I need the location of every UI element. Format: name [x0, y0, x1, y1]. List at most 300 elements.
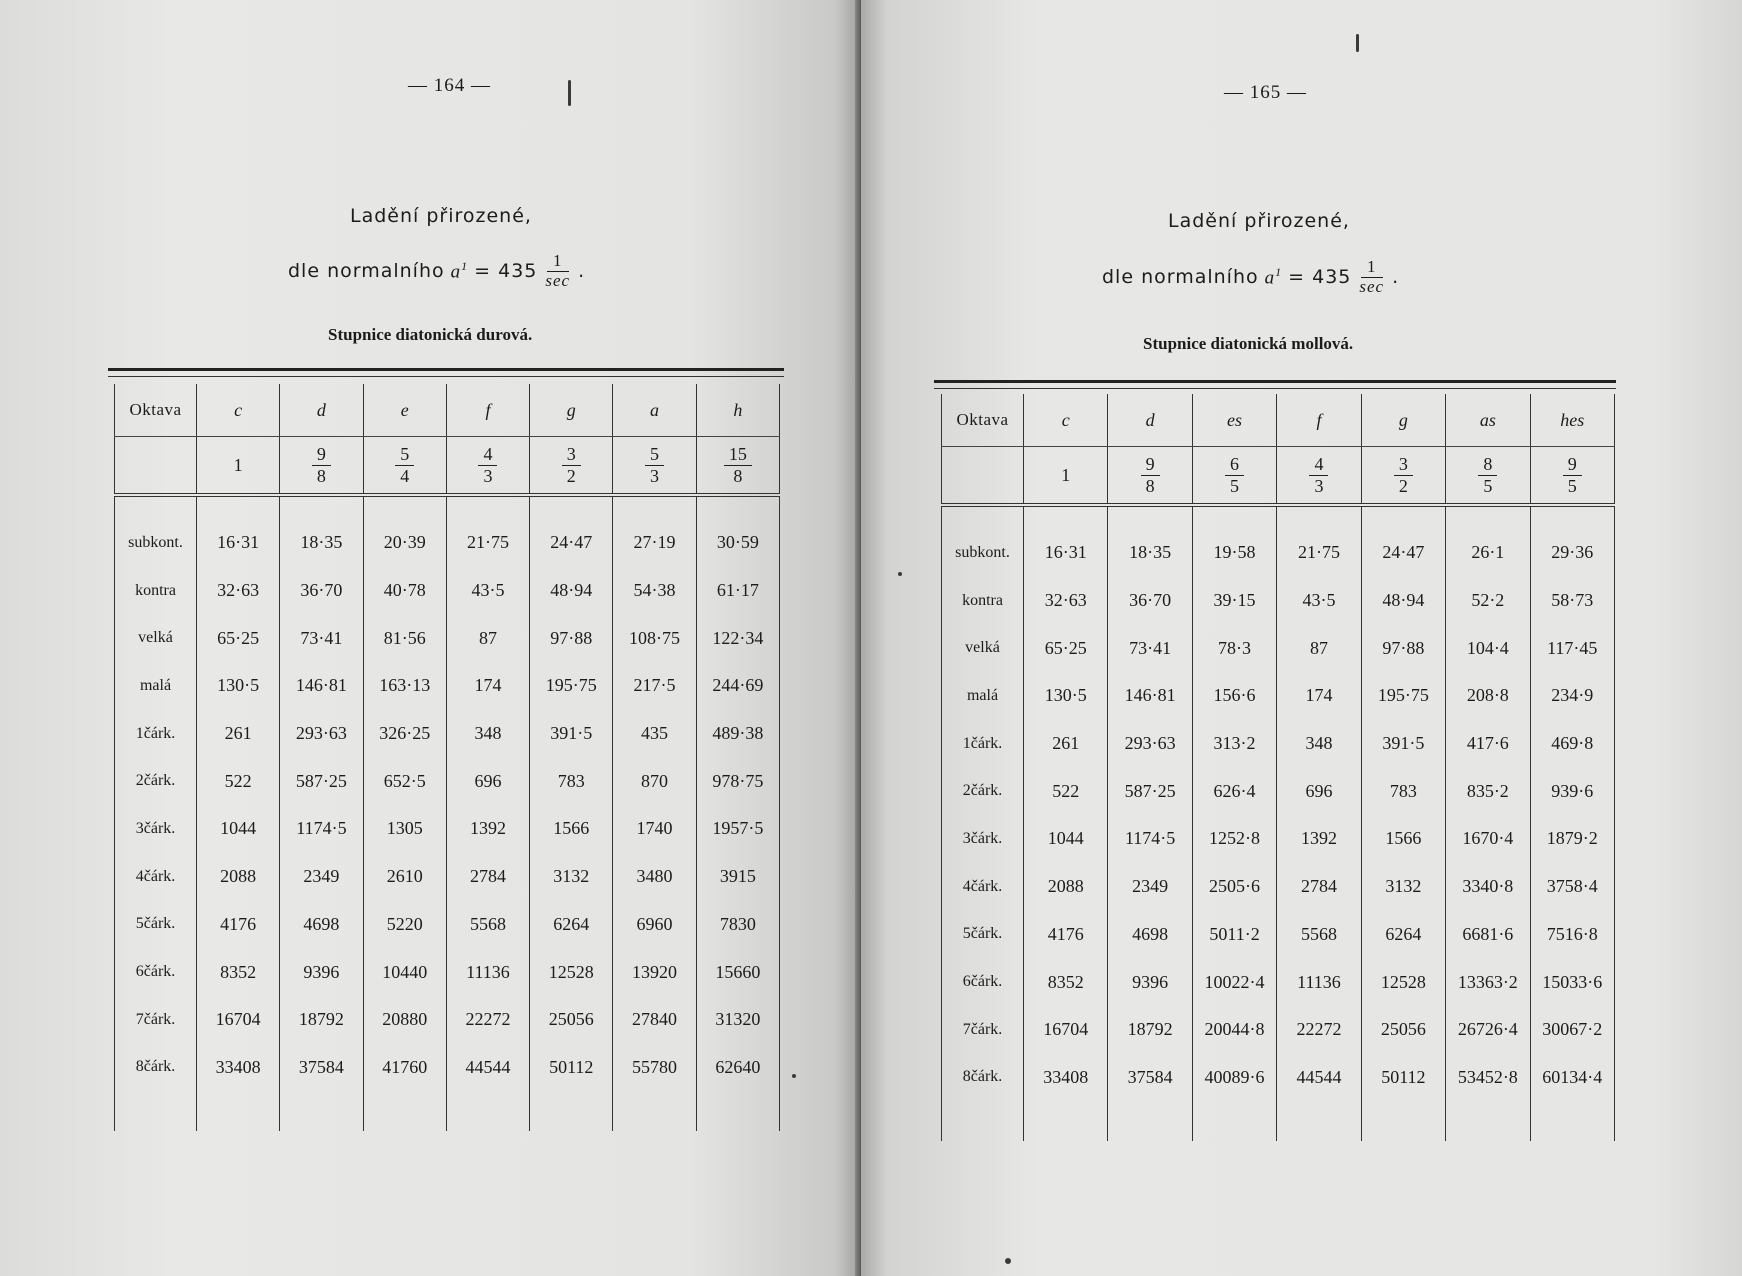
frequency-cell: 50112	[530, 1044, 613, 1092]
frequency-cell: 835·2	[1446, 767, 1530, 815]
frequency-cell: 32·63	[1024, 577, 1108, 625]
table-row	[115, 757, 780, 805]
tail-cell	[1446, 1101, 1530, 1141]
frequency-cell: 217·5	[613, 662, 696, 710]
frequency-cell: 2610	[363, 853, 446, 901]
tail-cell	[446, 1091, 529, 1131]
frequency-cell: 130·5	[1024, 672, 1108, 720]
frequency-cell: 30·59	[696, 519, 779, 567]
note-header: f	[446, 384, 529, 437]
frequency-cell: 60134·4	[1530, 1054, 1614, 1102]
frequency-cell: 8352	[197, 948, 280, 996]
octave-label: 7čárk.	[115, 996, 197, 1044]
frequency-cell: 156·6	[1192, 672, 1276, 720]
frequency-cell: 12528	[530, 948, 613, 996]
frequency-cell: 293·63	[1108, 720, 1192, 768]
frequency-cell: 489·38	[696, 710, 779, 758]
frequency-cell: 783	[530, 757, 613, 805]
frequency-cell: 16704	[197, 996, 280, 1044]
table-row	[942, 911, 1615, 959]
octave-label: subkont.	[115, 519, 197, 567]
frequency-cell: 61·17	[696, 567, 779, 615]
frequency-cell: 939·6	[1530, 767, 1614, 815]
tail-cell	[115, 1091, 197, 1131]
spacer-cell	[280, 495, 363, 519]
frequency-cell: 30067·2	[1530, 1006, 1614, 1054]
frequency-table-major	[114, 384, 780, 1131]
frequency-cell: 2784	[1277, 863, 1361, 911]
frequency-cell: 783	[1361, 767, 1445, 815]
frequency-cell: 4176	[197, 901, 280, 949]
frequency-cell: 1670·4	[1446, 815, 1530, 863]
spacer-cell	[1024, 505, 1108, 529]
ink-speck	[792, 1074, 796, 1078]
ratio-row	[942, 447, 1615, 506]
table-row	[942, 624, 1615, 672]
frequency-cell: 2349	[1108, 863, 1192, 911]
frequency-cell: 1740	[613, 805, 696, 853]
octave-label: velká	[115, 614, 197, 662]
frequency-cell: 626·4	[1192, 767, 1276, 815]
frequency-cell: 18792	[1108, 1006, 1192, 1054]
formula-fraction: $\frac{1}{\sec}$	[545, 251, 571, 290]
formula-prefix: dle normalního	[1102, 266, 1259, 289]
frequency-cell: 29·36	[1530, 529, 1614, 577]
tail-cell	[1024, 1101, 1108, 1141]
frequency-cell: 1044	[1024, 815, 1108, 863]
frequency-cell: 13363·2	[1446, 958, 1530, 1006]
frequency-cell: 6264	[530, 901, 613, 949]
formula-equals-value: = 435	[474, 260, 538, 283]
table-row	[115, 853, 780, 901]
frequency-cell: 696	[446, 757, 529, 805]
formula-prefix: dle normalního	[288, 260, 445, 283]
octave-label: 3čárk.	[942, 815, 1024, 863]
table-row	[942, 863, 1615, 911]
frequency-cell: 1252·8	[1192, 815, 1276, 863]
spacer-cell	[363, 495, 446, 519]
right-page	[861, 0, 1742, 1276]
table-spacer-row	[115, 495, 780, 519]
note-header: d	[1108, 394, 1192, 447]
formula-equals-value: = 435	[1288, 266, 1352, 289]
frequency-cell: 348	[1277, 720, 1361, 768]
ratio-cell: $\frac{4}{3}$	[1277, 447, 1361, 506]
frequency-cell: 522	[1024, 767, 1108, 815]
frequency-cell: 22272	[446, 996, 529, 1044]
spacer-cell	[115, 495, 197, 519]
frequency-cell: 26726·4	[1446, 1006, 1530, 1054]
frequency-cell: 40·78	[363, 567, 446, 615]
frequency-cell: 195·75	[530, 662, 613, 710]
octave-label: kontra	[942, 577, 1024, 625]
octave-label: 5čárk.	[115, 901, 197, 949]
frequency-cell: 43·5	[1277, 577, 1361, 625]
frequency-cell: 24·47	[1361, 529, 1445, 577]
tuning-heading: Ladění přirozené,	[350, 205, 532, 227]
table-spacer-row	[942, 505, 1615, 529]
frequency-cell: 244·69	[696, 662, 779, 710]
octave-label: 5čárk.	[942, 911, 1024, 959]
frequency-cell: 65·25	[197, 614, 280, 662]
ratio-cell: $\frac{9}{8}$	[1108, 447, 1192, 506]
formula-variable: $a^1$	[450, 259, 469, 283]
frequency-cell: 16·31	[1024, 529, 1108, 577]
ink-speck	[1005, 1258, 1011, 1264]
octave-label: 2čárk.	[115, 757, 197, 805]
tail-cell	[1361, 1101, 1445, 1141]
frequency-cell: 1392	[1277, 815, 1361, 863]
frequency-cell: 40089·6	[1192, 1054, 1276, 1102]
table-row	[942, 1054, 1615, 1102]
table-row	[115, 901, 780, 949]
frequency-cell: 2784	[446, 853, 529, 901]
frequency-cell: 18·35	[280, 519, 363, 567]
frequency-cell: 3132	[530, 853, 613, 901]
frequency-cell: 1174·5	[1108, 815, 1192, 863]
frequency-cell: 130·5	[197, 662, 280, 710]
left-page	[0, 0, 861, 1276]
frequency-cell: 870	[613, 757, 696, 805]
spacer-cell	[1192, 505, 1276, 529]
ink-mark	[1356, 34, 1359, 52]
frequency-cell: 146·81	[280, 662, 363, 710]
frequency-cell: 7830	[696, 901, 779, 949]
frequency-cell: 39·15	[1192, 577, 1276, 625]
frequency-cell: 18792	[280, 996, 363, 1044]
frequency-cell: 174	[1277, 672, 1361, 720]
scale-title: Stupnice diatonická durová.	[328, 325, 533, 344]
frequency-cell: 41760	[363, 1044, 446, 1092]
frequency-cell: 4698	[280, 901, 363, 949]
table-row	[115, 519, 780, 567]
frequency-cell: 19·58	[1192, 529, 1276, 577]
frequency-cell: 33408	[197, 1044, 280, 1092]
note-header: g	[1361, 394, 1445, 447]
frequency-cell: 261	[197, 710, 280, 758]
tuning-heading: Ladění přirozené,	[1168, 210, 1350, 232]
tail-cell	[280, 1091, 363, 1131]
frequency-cell: 122·34	[696, 614, 779, 662]
octave-label: kontra	[115, 567, 197, 615]
frequency-cell: 469·8	[1530, 720, 1614, 768]
frequency-cell: 1566	[1361, 815, 1445, 863]
frequency-cell: 4698	[1108, 911, 1192, 959]
ratio-cell: $\frac{5}{4}$	[363, 437, 446, 496]
tail-cell	[530, 1091, 613, 1131]
spacer-cell	[530, 495, 613, 519]
frequency-cell: 58·73	[1530, 577, 1614, 625]
frequency-cell: 11136	[1277, 958, 1361, 1006]
table-tail-row	[942, 1101, 1615, 1141]
table-top-rule	[108, 368, 784, 371]
frequency-formula	[1102, 258, 1399, 296]
frequency-cell: 348	[446, 710, 529, 758]
frequency-cell: 81·56	[363, 614, 446, 662]
frequency-cell: 1174·5	[280, 805, 363, 853]
octave-label: 8čárk.	[942, 1054, 1024, 1102]
frequency-cell: 4176	[1024, 911, 1108, 959]
frequency-cell: 48·94	[530, 567, 613, 615]
frequency-cell: 208·8	[1446, 672, 1530, 720]
frequency-cell: 32·63	[197, 567, 280, 615]
frequency-cell: 78·3	[1192, 624, 1276, 672]
oktava-header: Oktava	[942, 394, 1024, 447]
table-top-rule-thin	[934, 388, 1616, 389]
frequency-cell: 52·2	[1446, 577, 1530, 625]
note-header: c	[197, 384, 280, 437]
octave-label: 6čárk.	[115, 948, 197, 996]
scale-title: Stupnice diatonická mollová.	[1143, 334, 1354, 353]
octave-label: velká	[942, 624, 1024, 672]
table-row	[942, 958, 1615, 1006]
spacer-cell	[942, 505, 1024, 529]
frequency-cell: 97·88	[1361, 624, 1445, 672]
frequency-cell: 5220	[363, 901, 446, 949]
tail-cell	[1530, 1101, 1614, 1141]
frequency-cell: 174	[446, 662, 529, 710]
frequency-cell: 3758·4	[1530, 863, 1614, 911]
frequency-cell: 26·1	[1446, 529, 1530, 577]
frequency-cell: 522	[197, 757, 280, 805]
frequency-cell: 7516·8	[1530, 911, 1614, 959]
table-row	[115, 1044, 780, 1092]
frequency-cell: 37584	[1108, 1054, 1192, 1102]
spacer-cell	[446, 495, 529, 519]
table-row	[942, 1006, 1615, 1054]
ink-speck	[898, 572, 902, 576]
frequency-cell: 163·13	[363, 662, 446, 710]
ratio-cell: 1	[197, 437, 280, 496]
table-top-rule	[934, 380, 1616, 383]
octave-label: malá	[942, 672, 1024, 720]
frequency-cell: 16704	[1024, 1006, 1108, 1054]
frequency-cell: 25056	[1361, 1006, 1445, 1054]
frequency-cell: 117·45	[1530, 624, 1614, 672]
frequency-cell: 48·94	[1361, 577, 1445, 625]
frequency-cell: 313·2	[1192, 720, 1276, 768]
frequency-cell: 326·25	[363, 710, 446, 758]
frequency-cell: 16·31	[197, 519, 280, 567]
frequency-cell: 53452·8	[1446, 1054, 1530, 1102]
ratio-cell: $\frac{3}{2}$	[1361, 447, 1445, 506]
frequency-cell: 36·70	[280, 567, 363, 615]
ratio-label-cell	[115, 437, 197, 496]
tail-cell	[363, 1091, 446, 1131]
spacer-cell	[1361, 505, 1445, 529]
frequency-cell: 1305	[363, 805, 446, 853]
frequency-cell: 5011·2	[1192, 911, 1276, 959]
frequency-cell: 3340·8	[1446, 863, 1530, 911]
ratio-cell: $\frac{15}{8}$	[696, 437, 779, 496]
ratio-cell: $\frac{5}{3}$	[613, 437, 696, 496]
table-header-row	[942, 394, 1615, 447]
note-header: g	[530, 384, 613, 437]
formula-fraction: $\frac{1}{\sec}$	[1359, 257, 1385, 296]
frequency-cell: 696	[1277, 767, 1361, 815]
frequency-cell: 417·6	[1446, 720, 1530, 768]
table-row	[115, 805, 780, 853]
frequency-cell: 108·75	[613, 614, 696, 662]
note-header: d	[280, 384, 363, 437]
note-header: a	[613, 384, 696, 437]
table-row	[942, 720, 1615, 768]
frequency-cell: 5568	[446, 901, 529, 949]
page-number: — 165 —	[1224, 82, 1307, 103]
note-header: hes	[1530, 394, 1614, 447]
frequency-cell: 3132	[1361, 863, 1445, 911]
ratio-cell: $\frac{8}{5}$	[1446, 447, 1530, 506]
frequency-cell: 234·9	[1530, 672, 1614, 720]
spacer-cell	[1277, 505, 1361, 529]
frequency-cell: 978·75	[696, 757, 779, 805]
spacer-cell	[197, 495, 280, 519]
formula-end: .	[1392, 266, 1400, 289]
frequency-cell: 87	[1277, 624, 1361, 672]
frequency-cell: 391·5	[1361, 720, 1445, 768]
spacer-cell	[1446, 505, 1530, 529]
frequency-cell: 87	[446, 614, 529, 662]
frequency-cell: 1566	[530, 805, 613, 853]
spacer-cell	[1530, 505, 1614, 529]
frequency-cell: 12528	[1361, 958, 1445, 1006]
frequency-cell: 391·5	[530, 710, 613, 758]
table-tail-row	[115, 1091, 780, 1131]
frequency-cell: 73·41	[280, 614, 363, 662]
octave-label: 8čárk.	[115, 1044, 197, 1092]
formula-variable: $a^1$	[1264, 265, 1283, 289]
octave-label: 1čárk.	[115, 710, 197, 758]
spacer-cell	[696, 495, 779, 519]
table-row	[115, 710, 780, 758]
ratio-cell: 1	[1024, 447, 1108, 506]
frequency-cell: 50112	[1361, 1054, 1445, 1102]
frequency-cell: 65·25	[1024, 624, 1108, 672]
frequency-cell: 43·5	[446, 567, 529, 615]
ratio-cell: $\frac{6}{5}$	[1192, 447, 1276, 506]
spacer-cell	[613, 495, 696, 519]
frequency-cell: 27·19	[613, 519, 696, 567]
tail-cell	[197, 1091, 280, 1131]
frequency-cell: 37584	[280, 1044, 363, 1092]
frequency-cell: 44544	[1277, 1054, 1361, 1102]
frequency-cell: 18·35	[1108, 529, 1192, 577]
octave-label: 2čárk.	[942, 767, 1024, 815]
tail-cell	[1277, 1101, 1361, 1141]
ratio-cell: $\frac{3}{2}$	[530, 437, 613, 496]
frequency-cell: 55780	[613, 1044, 696, 1092]
ratio-cell: $\frac{4}{3}$	[446, 437, 529, 496]
ink-mark	[568, 80, 571, 106]
frequency-cell: 21·75	[446, 519, 529, 567]
frequency-cell: 1879·2	[1530, 815, 1614, 863]
frequency-cell: 2088	[197, 853, 280, 901]
ratio-label-cell	[942, 447, 1024, 506]
frequency-cell: 31320	[696, 996, 779, 1044]
frequency-cell: 587·25	[1108, 767, 1192, 815]
octave-label: 6čárk.	[942, 958, 1024, 1006]
octave-label: 1čárk.	[942, 720, 1024, 768]
ratio-cell: $\frac{9}{8}$	[280, 437, 363, 496]
note-header: es	[1192, 394, 1276, 447]
table-header-row	[115, 384, 780, 437]
table-row	[115, 662, 780, 710]
frequency-cell: 6264	[1361, 911, 1445, 959]
frequency-cell: 13920	[613, 948, 696, 996]
frequency-cell: 25056	[530, 996, 613, 1044]
frequency-cell: 1392	[446, 805, 529, 853]
frequency-cell: 54·38	[613, 567, 696, 615]
note-header: f	[1277, 394, 1361, 447]
tail-cell	[942, 1101, 1024, 1141]
frequency-cell: 2349	[280, 853, 363, 901]
frequency-cell: 6681·6	[1446, 911, 1530, 959]
octave-label: 4čárk.	[942, 863, 1024, 911]
frequency-cell: 8352	[1024, 958, 1108, 1006]
note-header: c	[1024, 394, 1108, 447]
table-row	[942, 767, 1615, 815]
frequency-cell: 36·70	[1108, 577, 1192, 625]
frequency-cell: 62640	[696, 1044, 779, 1092]
octave-label: 4čárk.	[115, 853, 197, 901]
frequency-cell: 2088	[1024, 863, 1108, 911]
frequency-cell: 21·75	[1277, 529, 1361, 577]
frequency-cell: 195·75	[1361, 672, 1445, 720]
frequency-cell: 97·88	[530, 614, 613, 662]
frequency-cell: 20·39	[363, 519, 446, 567]
formula-end: .	[578, 260, 586, 283]
spacer-cell	[1108, 505, 1192, 529]
frequency-cell: 435	[613, 710, 696, 758]
frequency-cell: 10440	[363, 948, 446, 996]
frequency-cell: 5568	[1277, 911, 1361, 959]
frequency-cell: 293·63	[280, 710, 363, 758]
note-header: e	[363, 384, 446, 437]
ratio-cell: $\frac{9}{5}$	[1530, 447, 1614, 506]
frequency-cell: 24·47	[530, 519, 613, 567]
frequency-cell: 20044·8	[1192, 1006, 1276, 1054]
table-row	[942, 815, 1615, 863]
octave-label: 3čárk.	[115, 805, 197, 853]
frequency-cell: 27840	[613, 996, 696, 1044]
table-top-rule-thin	[108, 376, 784, 377]
octave-label: 7čárk.	[942, 1006, 1024, 1054]
frequency-formula	[288, 252, 585, 290]
frequency-cell: 104·4	[1446, 624, 1530, 672]
tail-cell	[1192, 1101, 1276, 1141]
octave-label: subkont.	[942, 529, 1024, 577]
frequency-cell: 3915	[696, 853, 779, 901]
frequency-cell: 261	[1024, 720, 1108, 768]
frequency-cell: 652·5	[363, 757, 446, 805]
ratio-row	[115, 437, 780, 496]
frequency-cell: 146·81	[1108, 672, 1192, 720]
frequency-cell: 10022·4	[1192, 958, 1276, 1006]
frequency-cell: 22272	[1277, 1006, 1361, 1054]
frequency-cell: 1044	[197, 805, 280, 853]
table-row	[115, 948, 780, 996]
tail-cell	[1108, 1101, 1192, 1141]
frequency-cell: 6960	[613, 901, 696, 949]
note-header: h	[696, 384, 779, 437]
frequency-cell: 73·41	[1108, 624, 1192, 672]
frequency-cell: 2505·6	[1192, 863, 1276, 911]
table-row	[115, 614, 780, 662]
frequency-cell: 11136	[446, 948, 529, 996]
tail-cell	[696, 1091, 779, 1131]
table-row	[942, 577, 1615, 625]
frequency-cell: 9396	[280, 948, 363, 996]
